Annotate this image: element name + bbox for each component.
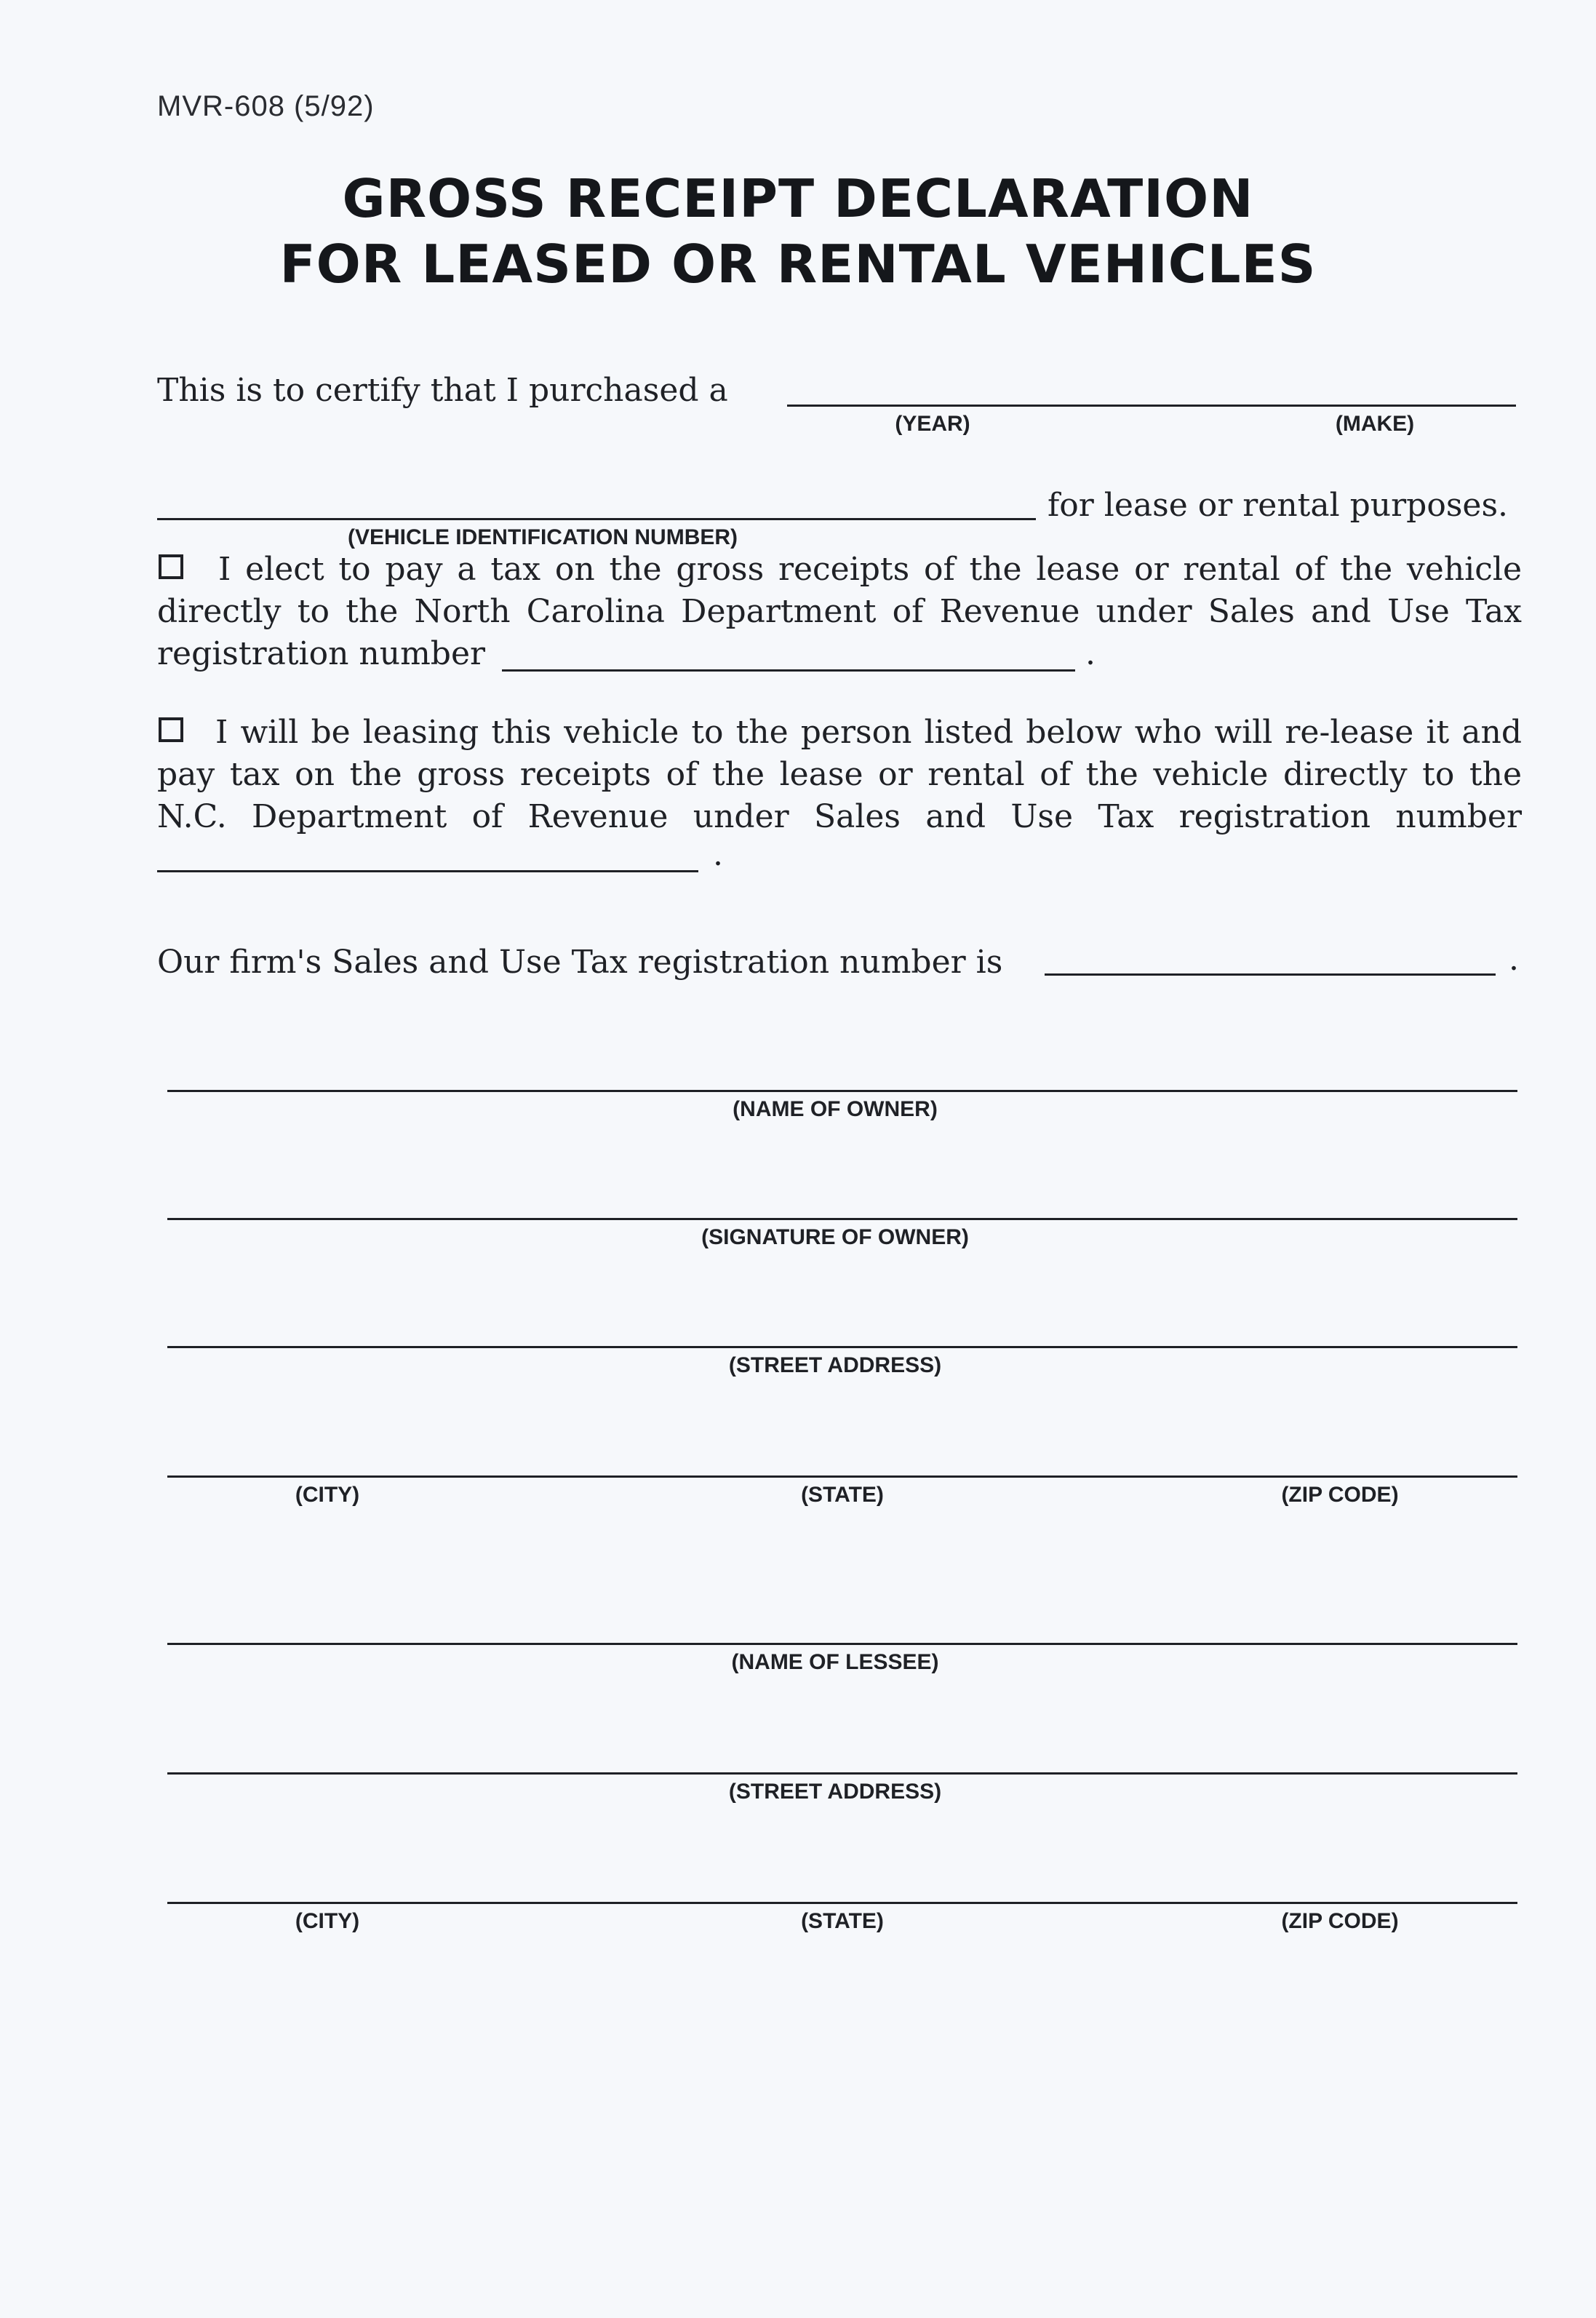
title-line-1: GROSS RECEIPT DECLARATION xyxy=(342,168,1254,229)
year-caption: (YEAR) xyxy=(895,412,970,436)
owner-street-field[interactable] xyxy=(167,1346,1517,1348)
option2-period: . xyxy=(713,836,723,873)
owner-signature-caption: (SIGNATURE OF OWNER) xyxy=(701,1225,969,1249)
owner-city-state-zip-field[interactable] xyxy=(167,1475,1517,1478)
lessee-zip-caption: (ZIP CODE) xyxy=(1281,1909,1399,1933)
certify-text: This is to certify that I purchased a xyxy=(157,372,728,409)
lessee-city-caption: (CITY) xyxy=(295,1909,360,1933)
lessee-name-field[interactable] xyxy=(167,1643,1517,1645)
make-caption: (MAKE) xyxy=(1335,412,1415,436)
owner-name-field[interactable] xyxy=(167,1090,1517,1092)
lessee-street-caption: (STREET ADDRESS) xyxy=(728,1780,942,1804)
option2-registration-field[interactable] xyxy=(157,870,698,872)
firm-text: Our firm's Sales and Use Tax registration number is xyxy=(157,944,1003,981)
option1-line-2: directly to the North Carolina Department of Revenue under Sales and Use Tax xyxy=(157,593,1522,630)
option2-line-3: N.C. Department of Revenue under Sales and Use Tax registration number xyxy=(157,798,1522,835)
option2-line-2: pay tax on the gross receipts of the lease or rental of the vehicle directly to the xyxy=(157,756,1522,793)
option1-period: . xyxy=(1085,635,1096,672)
lessee-street-field[interactable] xyxy=(167,1772,1517,1775)
title-line-2: FOR LEASED OR RENTAL VEHICLES xyxy=(279,234,1317,295)
purpose-text: for lease or rental purposes. xyxy=(1048,487,1509,524)
lessee-state-caption: (STATE) xyxy=(801,1909,884,1933)
lessee-name-caption: (NAME OF LESSEE) xyxy=(731,1650,939,1674)
owner-signature-field[interactable] xyxy=(167,1218,1517,1220)
vin-field[interactable] xyxy=(157,518,1036,520)
option1-line-1: I elect to pay a tax on the gross receipts of the lease or rental of the vehicle xyxy=(218,551,1522,588)
firm-period: . xyxy=(1509,941,1519,978)
owner-name-caption: (NAME OF OWNER) xyxy=(733,1097,938,1121)
option2-line-1: I will be leasing this vehicle to the person listed below who will re-lease it and xyxy=(215,714,1522,751)
firm-registration-field[interactable] xyxy=(1045,973,1496,976)
owner-city-caption: (CITY) xyxy=(295,1483,360,1507)
option1-line-3: registration number xyxy=(157,635,486,672)
option1-registration-field[interactable] xyxy=(502,669,1075,672)
owner-street-caption: (STREET ADDRESS) xyxy=(728,1353,942,1377)
option1-paragraph xyxy=(157,549,1522,675)
owner-state-caption: (STATE) xyxy=(801,1483,884,1507)
year-make-field[interactable] xyxy=(787,405,1516,407)
lessee-city-state-zip-field[interactable] xyxy=(167,1902,1517,1904)
form-code: MVR-608 (5/92) xyxy=(157,90,375,122)
vin-caption: (VEHICLE IDENTIFICATION NUMBER) xyxy=(347,525,738,549)
form-title xyxy=(0,166,1596,297)
option2-paragraph xyxy=(157,712,1522,838)
owner-zip-caption: (ZIP CODE) xyxy=(1281,1483,1399,1507)
